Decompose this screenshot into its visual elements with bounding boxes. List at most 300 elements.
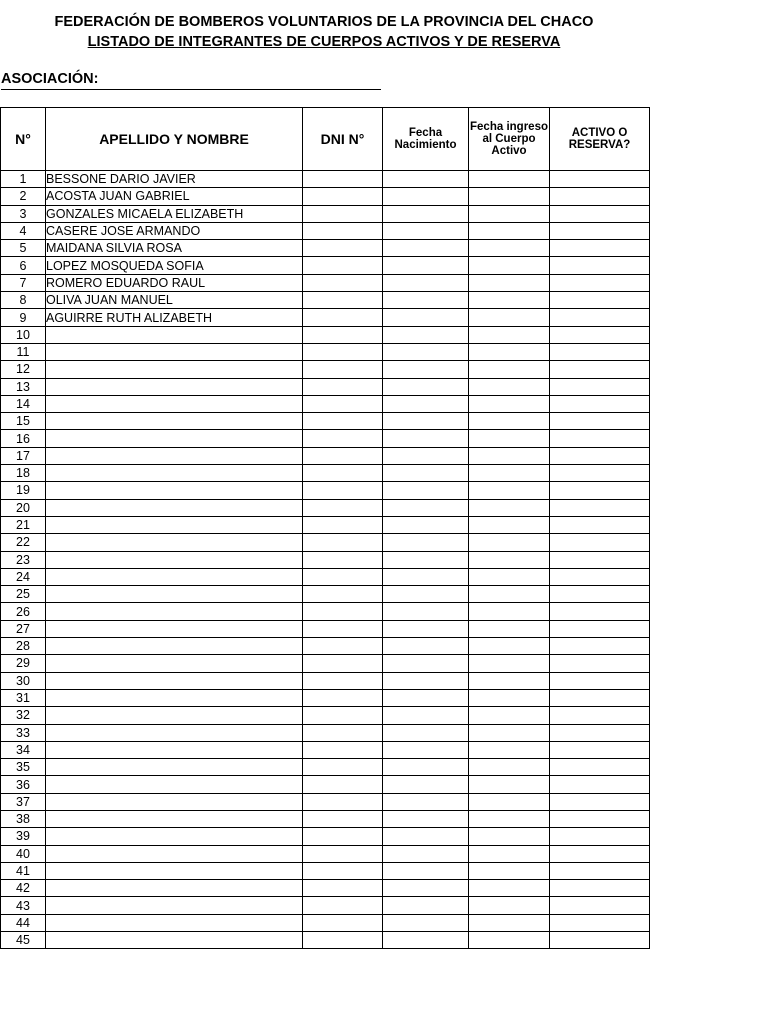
cell-number: 41 (1, 862, 46, 879)
cell-number: 36 (1, 776, 46, 793)
cell-dni (303, 724, 383, 741)
cell-dni (303, 534, 383, 551)
cell-dni (303, 655, 383, 672)
cell-dni (303, 171, 383, 188)
cell-status (550, 395, 650, 412)
cell-birth-date (383, 205, 469, 222)
cell-name (46, 810, 303, 827)
cell-entry-date (469, 551, 550, 568)
cell-number: 13 (1, 378, 46, 395)
cell-name: OLIVA JUAN MANUEL (46, 292, 303, 309)
cell-dni (303, 828, 383, 845)
cell-birth-date (383, 413, 469, 430)
cell-number: 22 (1, 534, 46, 551)
cell-name (46, 759, 303, 776)
cell-dni (303, 914, 383, 931)
cell-dni (303, 482, 383, 499)
cell-number: 44 (1, 914, 46, 931)
cell-status (550, 828, 650, 845)
cell-status (550, 361, 650, 378)
cell-status (550, 845, 650, 862)
cell-number: 32 (1, 707, 46, 724)
cell-number: 18 (1, 465, 46, 482)
table-row (1, 326, 650, 343)
table-row (1, 395, 650, 412)
column-header-name: APELLIDO Y NOMBRE (46, 108, 303, 171)
cell-birth-date (383, 603, 469, 620)
cell-name (46, 845, 303, 862)
cell-dni (303, 465, 383, 482)
cell-status (550, 222, 650, 239)
table-row (1, 914, 650, 931)
table-row (1, 568, 650, 585)
cell-status (550, 378, 650, 395)
cell-number: 38 (1, 810, 46, 827)
cell-entry-date (469, 395, 550, 412)
table-header-row (1, 108, 650, 171)
table-row (1, 862, 650, 879)
cell-entry-date (469, 862, 550, 879)
cell-dni (303, 499, 383, 516)
roster-table (0, 107, 650, 949)
cell-birth-date (383, 724, 469, 741)
cell-name (46, 516, 303, 533)
cell-entry-date (469, 914, 550, 931)
cell-name (46, 534, 303, 551)
cell-dni (303, 240, 383, 257)
cell-birth-date (383, 292, 469, 309)
cell-dni (303, 620, 383, 637)
cell-number: 45 (1, 932, 46, 949)
association-label: ASOCIACIÓN: (1, 71, 99, 87)
cell-name (46, 551, 303, 568)
cell-dni (303, 603, 383, 620)
cell-status (550, 672, 650, 689)
column-header-entry-date: Fecha ingreso al Cuerpo Activo (469, 108, 550, 171)
cell-birth-date (383, 689, 469, 706)
cell-dni (303, 707, 383, 724)
cell-entry-date (469, 205, 550, 222)
cell-birth-date (383, 932, 469, 949)
cell-number: 4 (1, 222, 46, 239)
cell-number: 24 (1, 568, 46, 585)
cell-entry-date (469, 240, 550, 257)
table-row (1, 378, 650, 395)
cell-entry-date (469, 222, 550, 239)
table-row (1, 465, 650, 482)
cell-status (550, 534, 650, 551)
cell-dni (303, 205, 383, 222)
table-row (1, 810, 650, 827)
cell-dni (303, 430, 383, 447)
cell-number: 3 (1, 205, 46, 222)
cell-number: 26 (1, 603, 46, 620)
cell-name (46, 378, 303, 395)
cell-number: 5 (1, 240, 46, 257)
table-row (1, 205, 650, 222)
table-row (1, 482, 650, 499)
table-row (1, 845, 650, 862)
cell-status (550, 880, 650, 897)
cell-entry-date (469, 499, 550, 516)
table-row (1, 741, 650, 758)
column-header-number: N° (1, 108, 46, 171)
cell-entry-date (469, 776, 550, 793)
table-row (1, 240, 650, 257)
cell-birth-date (383, 309, 469, 326)
table-row (1, 932, 650, 949)
cell-name (46, 724, 303, 741)
cell-entry-date (469, 845, 550, 862)
cell-birth-date (383, 430, 469, 447)
cell-dni (303, 343, 383, 360)
table-row (1, 534, 650, 551)
cell-number: 21 (1, 516, 46, 533)
cell-dni (303, 378, 383, 395)
table-row (1, 343, 650, 360)
cell-dni (303, 793, 383, 810)
cell-number: 11 (1, 343, 46, 360)
cell-number: 28 (1, 638, 46, 655)
cell-number: 37 (1, 793, 46, 810)
cell-name (46, 862, 303, 879)
cell-name (46, 499, 303, 516)
cell-name (46, 689, 303, 706)
cell-birth-date (383, 499, 469, 516)
table-row (1, 361, 650, 378)
cell-birth-date (383, 741, 469, 758)
cell-number: 23 (1, 551, 46, 568)
cell-entry-date (469, 880, 550, 897)
cell-status (550, 689, 650, 706)
table-row (1, 586, 650, 603)
cell-name (46, 395, 303, 412)
cell-number: 33 (1, 724, 46, 741)
cell-name (46, 828, 303, 845)
cell-status (550, 793, 650, 810)
cell-birth-date (383, 326, 469, 343)
cell-name (46, 447, 303, 464)
column-header-birth-date: Fecha Nacimiento (383, 108, 469, 171)
cell-number: 17 (1, 447, 46, 464)
cell-name (46, 932, 303, 949)
cell-number: 15 (1, 413, 46, 430)
cell-number: 25 (1, 586, 46, 603)
table-row (1, 655, 650, 672)
cell-name (46, 914, 303, 931)
table-row (1, 776, 650, 793)
cell-status (550, 171, 650, 188)
cell-birth-date (383, 516, 469, 533)
table-row (1, 707, 650, 724)
cell-dni (303, 897, 383, 914)
cell-number: 10 (1, 326, 46, 343)
table-row (1, 880, 650, 897)
cell-dni (303, 568, 383, 585)
table-row (1, 171, 650, 188)
table-row (1, 413, 650, 430)
table-row (1, 724, 650, 741)
cell-birth-date (383, 672, 469, 689)
cell-status (550, 205, 650, 222)
cell-status (550, 447, 650, 464)
cell-status (550, 326, 650, 343)
cell-number: 16 (1, 430, 46, 447)
cell-dni (303, 880, 383, 897)
cell-name (46, 361, 303, 378)
cell-birth-date (383, 534, 469, 551)
cell-dni (303, 776, 383, 793)
cell-entry-date (469, 603, 550, 620)
cell-dni (303, 672, 383, 689)
cell-number: 12 (1, 361, 46, 378)
cell-status (550, 724, 650, 741)
cell-number: 9 (1, 309, 46, 326)
cell-number: 8 (1, 292, 46, 309)
cell-birth-date (383, 222, 469, 239)
cell-entry-date (469, 810, 550, 827)
cell-name (46, 343, 303, 360)
cell-number: 31 (1, 689, 46, 706)
cell-number: 14 (1, 395, 46, 412)
cell-entry-date (469, 759, 550, 776)
cell-entry-date (469, 430, 550, 447)
cell-number: 1 (1, 171, 46, 188)
cell-status (550, 603, 650, 620)
cell-dni (303, 292, 383, 309)
cell-number: 40 (1, 845, 46, 862)
cell-status (550, 776, 650, 793)
cell-status (550, 292, 650, 309)
cell-name (46, 880, 303, 897)
cell-name (46, 638, 303, 655)
cell-dni (303, 516, 383, 533)
cell-entry-date (469, 378, 550, 395)
cell-dni (303, 689, 383, 706)
cell-birth-date (383, 810, 469, 827)
cell-entry-date (469, 741, 550, 758)
cell-number: 42 (1, 880, 46, 897)
cell-birth-date (383, 776, 469, 793)
cell-birth-date (383, 759, 469, 776)
cell-status (550, 430, 650, 447)
cell-birth-date (383, 361, 469, 378)
cell-entry-date (469, 586, 550, 603)
cell-dni (303, 395, 383, 412)
table-row (1, 620, 650, 637)
cell-birth-date (383, 793, 469, 810)
cell-dni (303, 741, 383, 758)
cell-status (550, 932, 650, 949)
cell-status (550, 413, 650, 430)
cell-birth-date (383, 274, 469, 291)
page-subtitle: LISTADO DE INTEGRANTES DE CUERPOS ACTIVOS Y DE RESERVA (87, 34, 561, 50)
cell-status (550, 638, 650, 655)
cell-dni (303, 361, 383, 378)
cell-name (46, 603, 303, 620)
cell-dni (303, 810, 383, 827)
cell-status (550, 499, 650, 516)
page-title: FEDERACIÓN DE BOMBEROS VOLUNTARIOS DE LA PROVINCIA DEL CHACO (54, 14, 594, 30)
cell-name (46, 897, 303, 914)
column-header-dni: DNI N° (303, 108, 383, 171)
cell-name (46, 620, 303, 637)
cell-dni (303, 413, 383, 430)
cell-name: CASERE JOSE ARMANDO (46, 222, 303, 239)
cell-status (550, 516, 650, 533)
table-row (1, 447, 650, 464)
cell-birth-date (383, 188, 469, 205)
cell-birth-date (383, 586, 469, 603)
cell-birth-date (383, 897, 469, 914)
cell-dni (303, 845, 383, 862)
table-row (1, 516, 650, 533)
cell-status (550, 343, 650, 360)
cell-status (550, 482, 650, 499)
cell-birth-date (383, 447, 469, 464)
cell-name (46, 707, 303, 724)
cell-entry-date (469, 326, 550, 343)
cell-entry-date (469, 620, 550, 637)
cell-dni (303, 447, 383, 464)
cell-number: 6 (1, 257, 46, 274)
column-header-status: ACTIVO O RESERVA? (550, 108, 650, 171)
table-row (1, 551, 650, 568)
cell-name (46, 568, 303, 585)
cell-birth-date (383, 707, 469, 724)
table-row (1, 672, 650, 689)
cell-number: 19 (1, 482, 46, 499)
cell-birth-date (383, 482, 469, 499)
cell-birth-date (383, 845, 469, 862)
cell-number: 2 (1, 188, 46, 205)
cell-birth-date (383, 638, 469, 655)
cell-entry-date (469, 932, 550, 949)
cell-entry-date (469, 793, 550, 810)
table-row (1, 759, 650, 776)
cell-status (550, 309, 650, 326)
cell-entry-date (469, 465, 550, 482)
cell-name (46, 672, 303, 689)
cell-status (550, 914, 650, 931)
cell-birth-date (383, 551, 469, 568)
cell-entry-date (469, 171, 550, 188)
table-row (1, 828, 650, 845)
cell-entry-date (469, 689, 550, 706)
cell-entry-date (469, 413, 550, 430)
cell-status (550, 707, 650, 724)
cell-number: 30 (1, 672, 46, 689)
cell-dni (303, 257, 383, 274)
cell-number: 34 (1, 741, 46, 758)
cell-name: ROMERO EDUARDO RAUL (46, 274, 303, 291)
cell-entry-date (469, 707, 550, 724)
cell-entry-date (469, 672, 550, 689)
cell-dni (303, 759, 383, 776)
cell-number: 7 (1, 274, 46, 291)
cell-name (46, 482, 303, 499)
cell-birth-date (383, 568, 469, 585)
cell-entry-date (469, 188, 550, 205)
cell-dni (303, 188, 383, 205)
cell-birth-date (383, 655, 469, 672)
cell-status (550, 620, 650, 637)
cell-name: LOPEZ MOSQUEDA SOFIA (46, 257, 303, 274)
cell-name: AGUIRRE RUTH ALIZABETH (46, 309, 303, 326)
cell-entry-date (469, 343, 550, 360)
table-row (1, 603, 650, 620)
cell-dni (303, 932, 383, 949)
table-row (1, 222, 650, 239)
cell-entry-date (469, 309, 550, 326)
cell-number: 27 (1, 620, 46, 637)
cell-entry-date (469, 828, 550, 845)
cell-birth-date (383, 914, 469, 931)
cell-entry-date (469, 638, 550, 655)
cell-name (46, 793, 303, 810)
cell-name: ACOSTA JUAN GABRIEL (46, 188, 303, 205)
cell-birth-date (383, 378, 469, 395)
cell-status (550, 551, 650, 568)
table-row (1, 188, 650, 205)
cell-number: 29 (1, 655, 46, 672)
cell-dni (303, 638, 383, 655)
cell-birth-date (383, 343, 469, 360)
cell-entry-date (469, 361, 550, 378)
cell-name (46, 741, 303, 758)
table-row (1, 309, 650, 326)
cell-name (46, 655, 303, 672)
cell-name (46, 776, 303, 793)
cell-entry-date (469, 257, 550, 274)
cell-entry-date (469, 897, 550, 914)
cell-entry-date (469, 447, 550, 464)
cell-birth-date (383, 862, 469, 879)
cell-dni (303, 862, 383, 879)
cell-name: MAIDANA SILVIA ROSA (46, 240, 303, 257)
cell-status (550, 897, 650, 914)
cell-status (550, 759, 650, 776)
cell-name (46, 413, 303, 430)
table-row (1, 793, 650, 810)
cell-status (550, 188, 650, 205)
cell-name (46, 326, 303, 343)
cell-number: 43 (1, 897, 46, 914)
cell-dni (303, 222, 383, 239)
cell-number: 20 (1, 499, 46, 516)
table-row (1, 430, 650, 447)
cell-status (550, 586, 650, 603)
cell-birth-date (383, 395, 469, 412)
roster-body (1, 171, 650, 949)
association-field-line (1, 89, 381, 90)
cell-dni (303, 309, 383, 326)
table-row (1, 897, 650, 914)
cell-status (550, 568, 650, 585)
table-row (1, 499, 650, 516)
cell-status (550, 810, 650, 827)
cell-dni (303, 586, 383, 603)
cell-entry-date (469, 568, 550, 585)
cell-entry-date (469, 534, 550, 551)
table-row (1, 257, 650, 274)
cell-birth-date (383, 257, 469, 274)
cell-status (550, 274, 650, 291)
cell-name: GONZALES MICAELA ELIZABETH (46, 205, 303, 222)
cell-birth-date (383, 880, 469, 897)
table-row (1, 292, 650, 309)
cell-name: BESSONE DARIO JAVIER (46, 171, 303, 188)
